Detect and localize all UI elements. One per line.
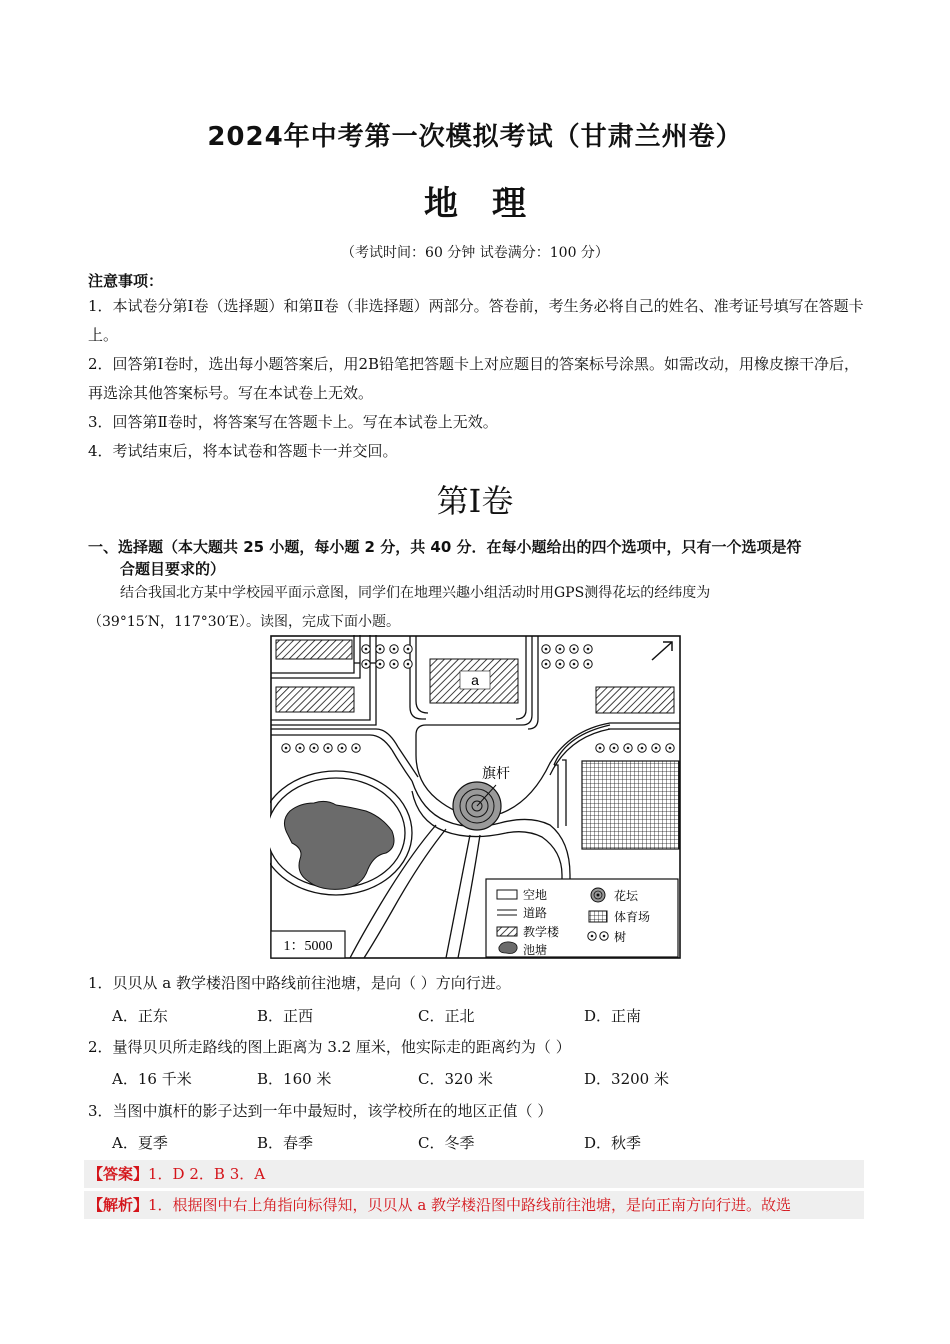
- exam-title: 2024年中考第一次模拟考试（甘肃兰州卷）: [207, 122, 743, 152]
- option-b: B．春季: [257, 1134, 314, 1152]
- question-intro: [88, 579, 868, 637]
- note-item: 2．回答第Ⅰ卷时，选出每小题答案后，用2B铅笔把答题卡上对应题目的答案标号涂黑。如需改动，用橡皮擦干净后，再选涂其他答案标号。写在本试卷上无效。: [88, 355, 860, 402]
- legend-pond: 池塘: [523, 943, 548, 957]
- intro-line-1: 结合我国北方某中学校园平面示意图，同学们在地理兴趣小组活动时用GPS测得花坛的经纬度为: [120, 585, 711, 601]
- option-a: A．16 千米: [112, 1070, 192, 1088]
- legend-open-space: 空地: [523, 888, 548, 902]
- question-1-stem: 1．贝贝从 a 教学楼沿图中路线前往池塘，是向（ ）方向行进。: [88, 974, 511, 992]
- answer-row: [84, 1160, 864, 1188]
- campus-map: [270, 635, 681, 961]
- teaching-building-3: [596, 687, 674, 713]
- scale-label: 1：5000: [283, 939, 333, 954]
- note-item: 4．考试结束后，将本试卷和答题卡一并交回。: [88, 442, 398, 460]
- legend-road: 道路: [523, 906, 548, 920]
- question-3-stem: 3．当图中旗杆的影子达到一年中最短时，该学校所在的地区正值（ ）: [88, 1102, 553, 1120]
- intro-line-2: （39°15′N，117°30′E）。读图，完成下面小题。: [88, 614, 400, 630]
- option-a: A．夏季: [112, 1134, 168, 1152]
- teaching-building-2: [276, 687, 354, 712]
- analysis-row: [84, 1191, 864, 1219]
- flagpole-label: 旗杆: [482, 766, 510, 782]
- stadium: [582, 761, 679, 849]
- analysis-text: 1．根据图中右上角指向标得知，贝贝从 a 教学楼沿图中路线前往池塘，是向正南方向行进。故选: [148, 1196, 792, 1214]
- exam-meta: （考试时间：60 分钟 试卷满分：100 分）: [341, 245, 609, 261]
- notes-list: [88, 292, 868, 466]
- option-d: D．秋季: [584, 1134, 642, 1152]
- option-c: C．正北: [418, 1007, 475, 1025]
- legend-flower-bed: 花坛: [614, 889, 639, 903]
- answer-text: 1．D 2．B 3．A: [148, 1165, 266, 1183]
- part-title: 第Ⅰ卷: [436, 482, 514, 520]
- notes-heading: 注意事项：: [88, 272, 164, 290]
- option-d: D．正南: [584, 1007, 642, 1025]
- section-line-2: 合题目要求的）: [120, 560, 226, 578]
- flower-bed: [453, 782, 501, 830]
- analysis-label: 【解析】: [88, 1196, 149, 1214]
- subject-title: 地理: [424, 184, 560, 224]
- option-d: D．3200 米: [584, 1070, 669, 1088]
- option-a: A．正东: [112, 1007, 168, 1025]
- option-c: C．冬季: [418, 1134, 475, 1152]
- note-item: 1．本试卷分第Ⅰ卷（选择题）和第Ⅱ卷（非选择题）两部分。答卷前，考生务必将自己的姓名、准考证号填写在答题卡上。: [88, 297, 864, 344]
- section-heading: [88, 536, 868, 580]
- section-line-1: 一、选择题（本大题共 25 小题，每小题 2 分，共 40 分．在每小题给出的四个选项中，只有一个选项是符: [88, 538, 802, 556]
- legend-tree: 树: [614, 930, 627, 944]
- teaching-building-1: [276, 640, 352, 659]
- option-b: B．正西: [257, 1007, 314, 1025]
- question-2-stem: 2．量得贝贝所走路线的图上距离为 3.2 厘米，他实际走的距离约为（ ）: [88, 1038, 571, 1056]
- option-b: B．160 米: [257, 1070, 332, 1088]
- answer-label: 【答案】: [88, 1165, 149, 1183]
- option-c: C．320 米: [418, 1070, 493, 1088]
- legend-teaching-building: 教学楼: [523, 925, 560, 939]
- note-item: 3．回答第Ⅱ卷时，将答案写在答题卡上。写在本试卷上无效。: [88, 413, 498, 431]
- building-a-label: a: [471, 672, 479, 688]
- legend-stadium: 体育场: [614, 910, 651, 924]
